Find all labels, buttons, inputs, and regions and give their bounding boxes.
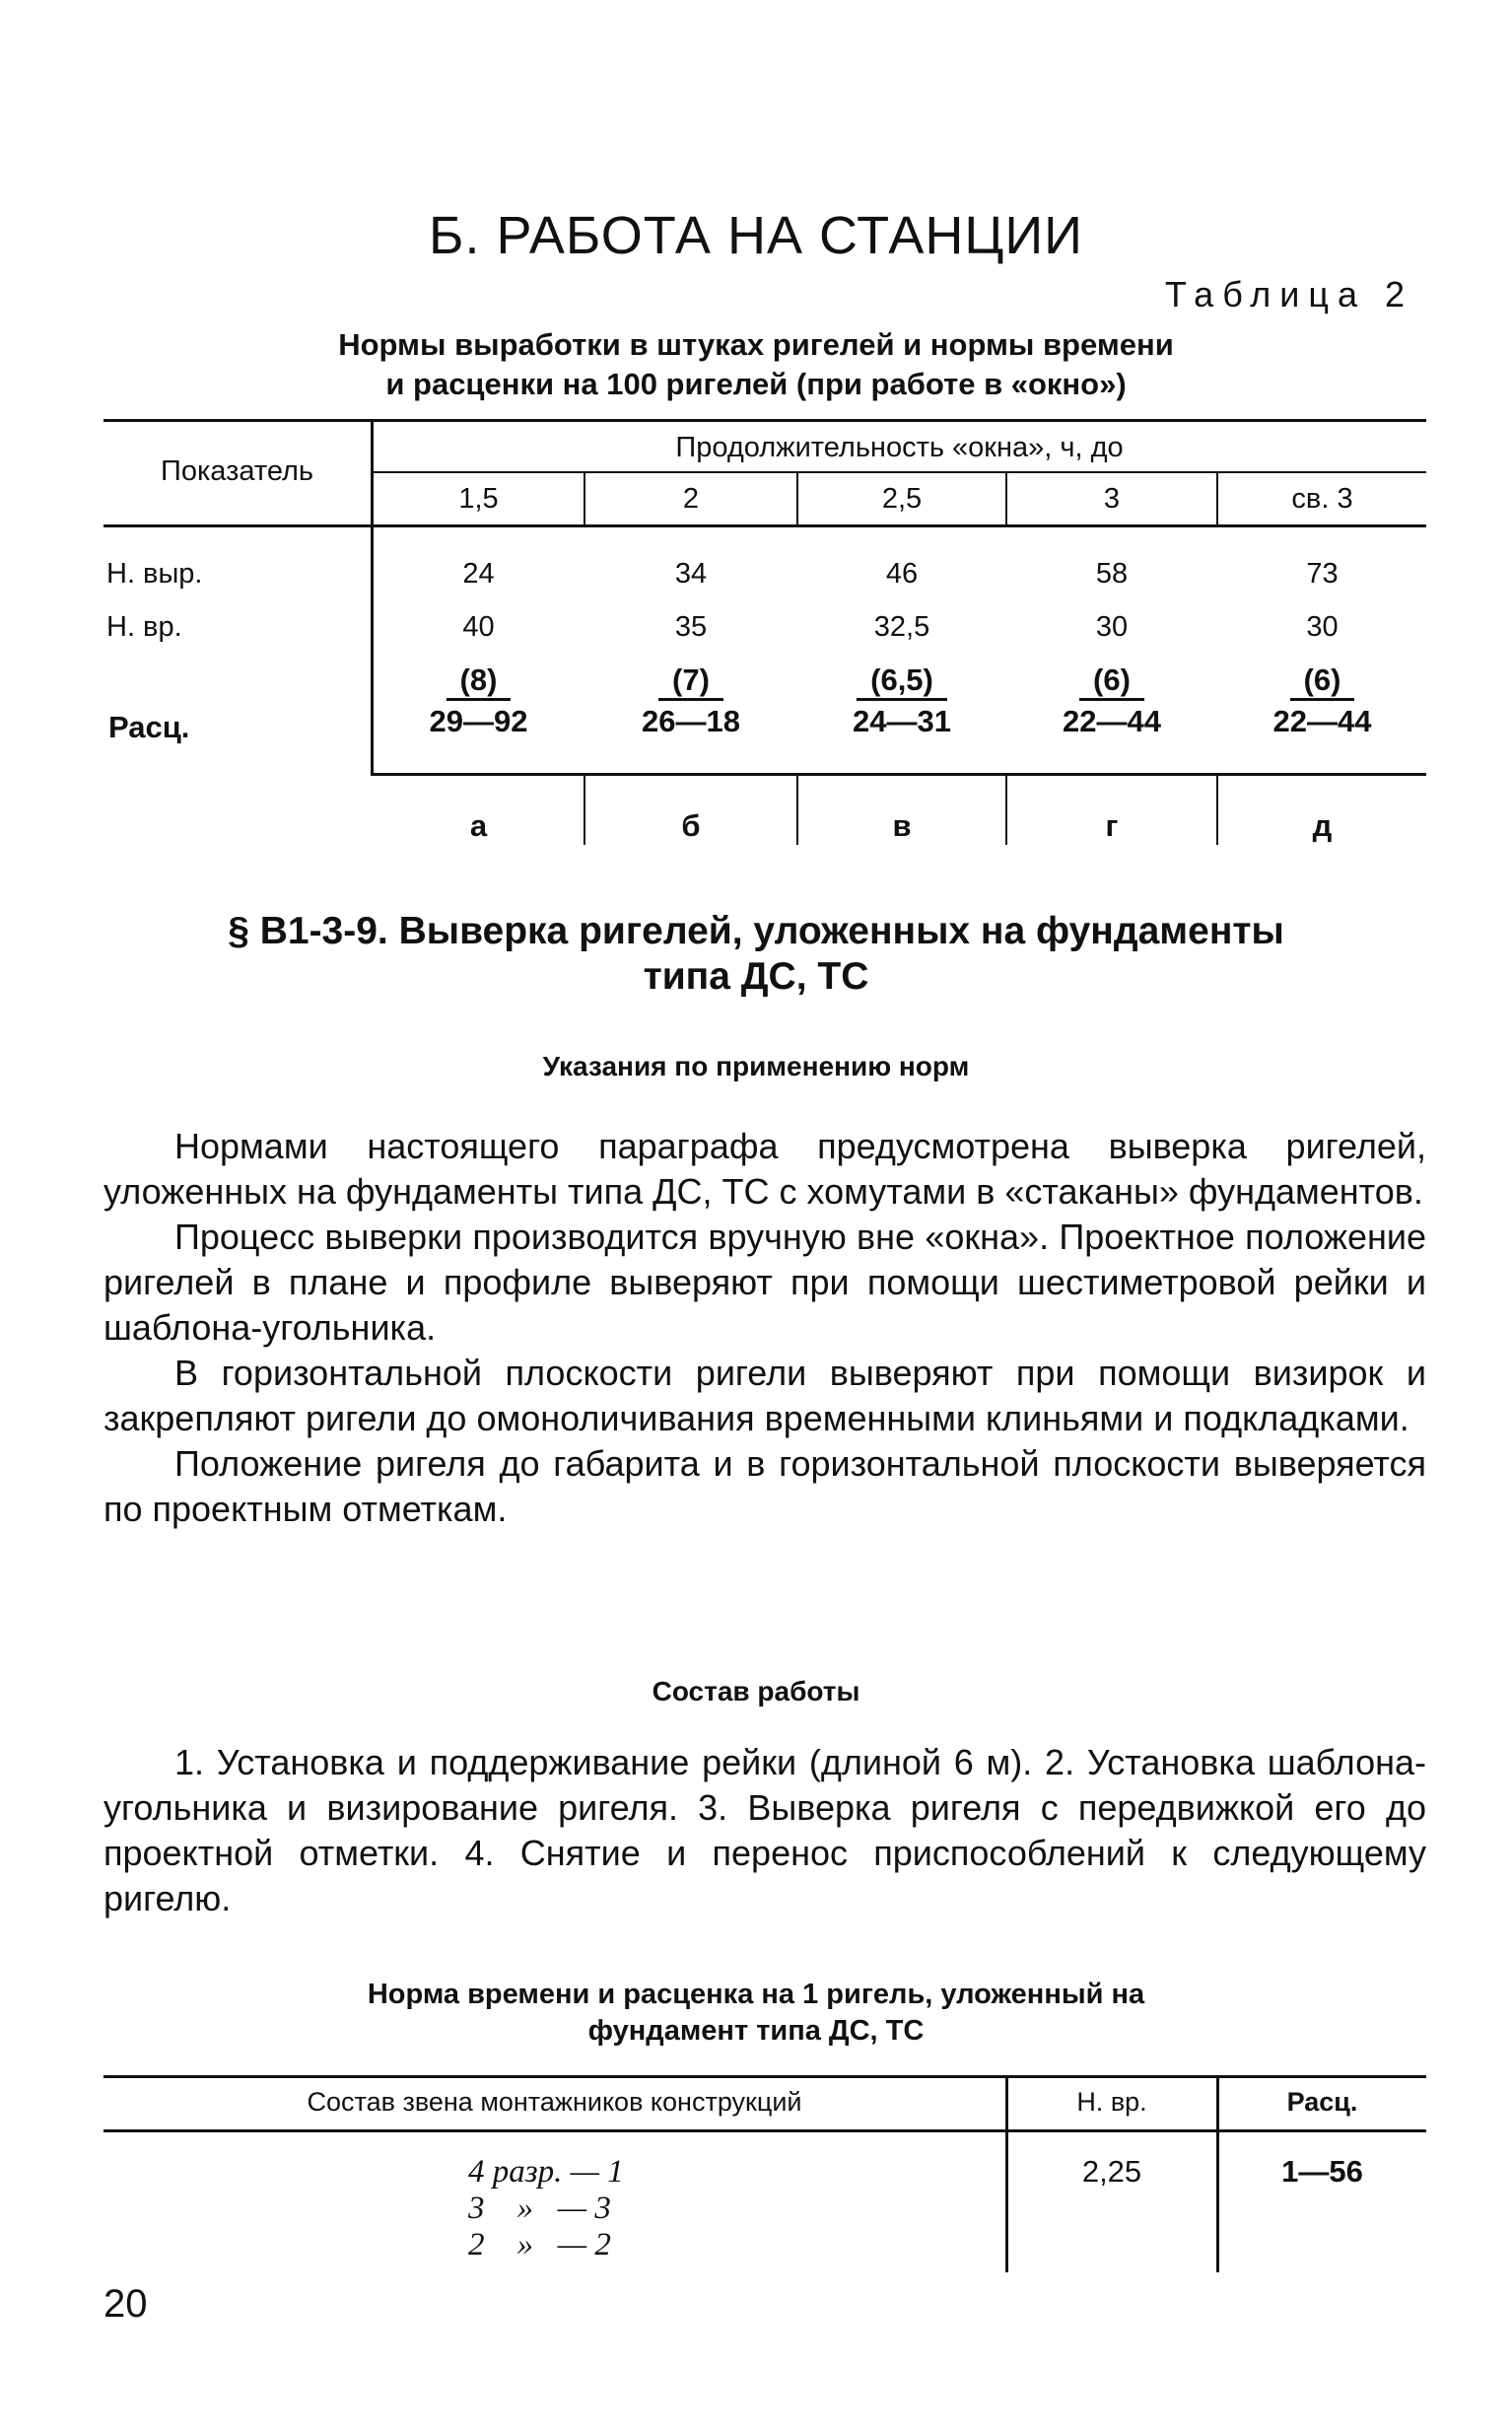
rate-fraction [373, 662, 584, 742]
column-header: 2,5 [881, 483, 923, 515]
time-value: 35 [674, 611, 708, 643]
row-label-output: Н. выр. [106, 558, 203, 590]
column-letter: в [892, 808, 912, 843]
column-letter: а [469, 808, 488, 843]
rate-fraction [1007, 662, 1216, 742]
table2-top-rule [103, 2075, 1426, 2078]
rate-bottom: 22—44 [1272, 704, 1372, 738]
table2-header-crew: Состав звена монтажников конструкций [307, 2087, 802, 2117]
guideline-paragraph: Положение ригеля до габарита и в горизонтальной плоскости выверяется по проектным отметкам. [103, 1443, 1426, 1529]
paragraph-title-line1: § В1-3-9. Выверка ригелей, уложенных на фундаменты [228, 910, 1284, 952]
output-value: 73 [1306, 558, 1339, 590]
rate-top: (6) [1290, 662, 1355, 701]
work-text [103, 1740, 1426, 1921]
indicator-header: Показатель [160, 455, 314, 487]
column-letter: г [1105, 808, 1119, 843]
duration-header: Продолжительность «окна», ч, до [675, 432, 1124, 463]
rate-top: (6,5) [857, 662, 947, 701]
time-value: 40 [462, 611, 495, 643]
rate-top: (6) [1079, 662, 1144, 701]
time-value: 30 [1095, 611, 1129, 643]
column-header: 2 [682, 483, 700, 515]
rate-fraction [798, 662, 1005, 742]
output-value: 34 [674, 558, 708, 590]
table1-header-rule [103, 524, 1426, 527]
rate-fraction [1218, 662, 1426, 742]
table2-header-rule [103, 2129, 1426, 2132]
column-letter: д [1312, 808, 1333, 843]
time-value: 30 [1306, 611, 1339, 643]
time-value: 32,5 [873, 611, 930, 643]
table-label: Таблица 2 [1164, 274, 1413, 314]
column-header: 3 [1103, 483, 1121, 515]
rate-top: (7) [658, 662, 723, 701]
guidelines-heading: Указания по применению норм [542, 1051, 970, 1081]
output-value: 46 [885, 558, 919, 590]
table2-caption-line2: фундамент типа ДС, ТС [587, 2015, 925, 2047]
guideline-paragraph: Нормами настоящего параграфа предусмотрена выверка ригелей, уложенных на фундаменты типа ДС, ТС с хомутами в «стаканы» фундаментов. [103, 1126, 1426, 1212]
row-label-rate: Расц. [108, 710, 190, 744]
rate-bottom: 29—92 [429, 704, 528, 738]
paragraph-title-line2: типа ДС, ТС [643, 955, 869, 998]
output-value: 24 [462, 558, 495, 590]
table1-bottom-rule [371, 773, 1426, 776]
crew-line: 3 » — 3 [468, 2191, 611, 2226]
output-value: 58 [1095, 558, 1129, 590]
table2-rate-value: 1—56 [1281, 2154, 1363, 2189]
work-heading: Состав работы [652, 1676, 860, 1706]
section-title: Б. РАБОТА НА СТАНЦИИ [429, 206, 1083, 265]
guidelines-text [103, 1124, 1426, 1532]
work-paragraph: 1. Установка и поддерживание рейки (длиной 6 м). 2. Установка шаблона-угольника и визирование ригеля. 3. Выверка ригеля с передвижкой его до проектной отметки. 4. Снятие и перенос приспособлений к следующему ригелю. [103, 1742, 1426, 1918]
rate-top: (8) [447, 662, 512, 701]
table1-top-rule [103, 419, 1426, 422]
rate-bottom: 24—31 [853, 704, 951, 738]
column-header: 1,5 [458, 483, 499, 515]
row-label-time: Н. вр. [106, 611, 182, 643]
table1-caption-line1: Нормы выработки в штуках ригелей и нормы времени [338, 327, 1174, 362]
table1-caption-line2: и расценки на 100 ригелей (при работе в «окно») [385, 367, 1127, 401]
table2-time-value: 2,25 [1081, 2154, 1142, 2189]
rate-bottom: 22—44 [1063, 704, 1161, 738]
table2-caption-line1: Норма времени и расценка на 1 ригель, уложенный на [367, 1979, 1145, 2010]
guideline-paragraph: Процесс выверки производится вручную вне «окна». Проектное положение ригелей в плане и профиле выверяют при помощи шестиметровой рейки и шаблона-угольника. [103, 1217, 1426, 1348]
rate-fraction [585, 662, 796, 742]
column-letter: б [681, 808, 701, 843]
table1-subheader-rule [371, 471, 1426, 473]
crew-line: 2 » — 2 [468, 2227, 611, 2262]
rate-bottom: 26—18 [642, 704, 740, 738]
page-number: 20 [103, 2282, 148, 2326]
table2-header-rate: Расц. [1286, 2087, 1358, 2117]
guideline-paragraph: В горизонтальной плоскости ригели выверяют при помощи визирок и закрепляют ригели до омоноличивания временными клиньями и подкладками. [103, 1353, 1426, 1438]
column-header: св. 3 [1291, 483, 1353, 515]
crew-line: 4 разр. — 1 [468, 2154, 624, 2190]
table2-header-time: Н. вр. [1076, 2087, 1147, 2117]
